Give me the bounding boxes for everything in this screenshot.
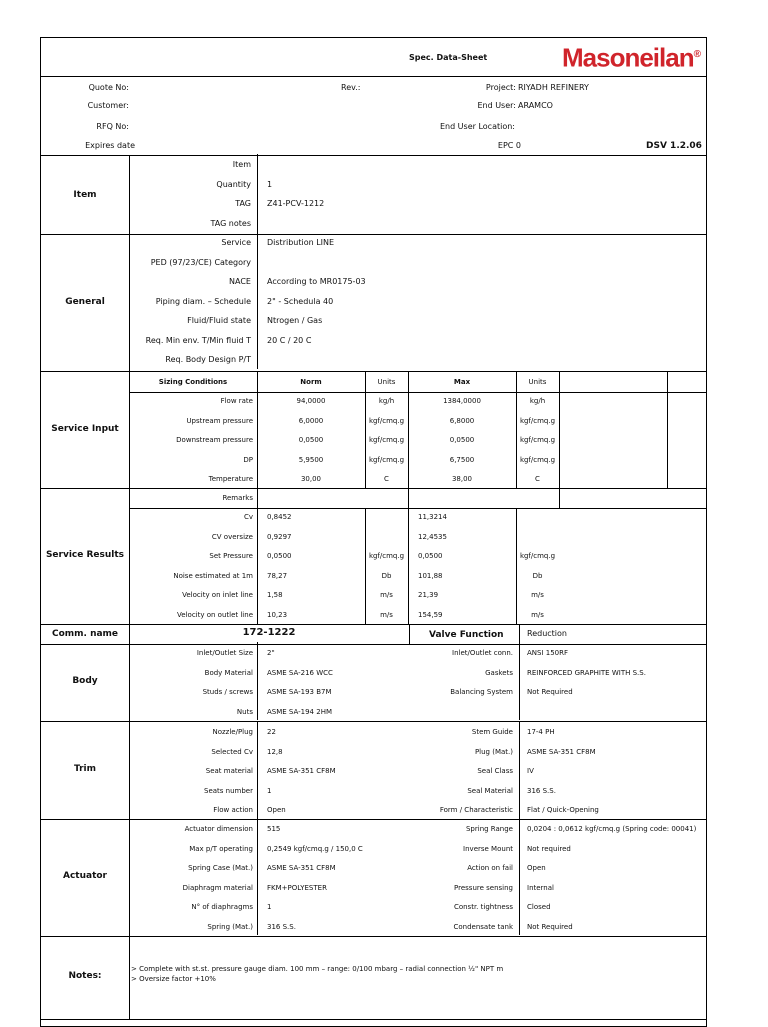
section-body: Body [72,676,98,686]
general-value: Ntrogen / Gas [267,316,323,325]
result-row-label: Cv [243,513,253,521]
sizing-row-label: Downstream pressure [176,436,253,444]
column-divider [365,508,366,624]
body-left-label: Studs / screws [202,688,253,696]
trim-right-label: Form / Characteristic [439,806,513,814]
body-left-value: ASME SA-194 2HM [267,707,332,716]
actuator-left-label: Diaphragm material [182,883,253,892]
sizing-row-unit: kgf/cmq.g [519,455,556,464]
project-value: RIYADH REFINERY [518,83,589,92]
column-divider [516,508,517,624]
expires-label: Expires date [85,141,135,150]
result-row-unit: Db [381,571,392,580]
actuator-right-label: Spring Range [465,825,513,833]
result-row-max: 11,3214 [418,513,447,521]
sizing-row-norm: 30,00 [300,475,322,483]
actuator-left-label: Spring (Mat.) [207,922,253,931]
comm-name-value: 172-1222 [242,627,296,638]
epc-label: EPC 0 [497,141,521,150]
valve-function-value: Reduction [527,629,567,638]
general-label: Service [221,238,251,247]
units-header: Units [377,378,396,386]
sizing-row-max: 6,8000 [449,416,475,425]
sizing-row-norm: 5,9500 [298,455,324,464]
actuator-right-label: Pressure sensing [454,883,513,892]
trim-left-label: Selected Cv [211,747,253,756]
actuator-right-value: Open [527,864,546,872]
actuator-right-label: Condensate tank [453,922,513,931]
sizing-row-unit: kgf/cmq.g [519,436,556,444]
dsv-code: DSV 1.2.06 [646,141,702,151]
result-row-max: 154,59 [418,610,443,619]
result-row-norm: 0,8452 [267,513,292,521]
section-general: General [65,297,105,307]
result-row-unit: m/s [380,610,393,619]
general-label: Req. Body Design P/T [165,355,251,364]
sizing-row-unit: kgf/cmq.g [368,416,405,425]
trim-divider [519,721,520,819]
result-row-unit: Db [532,571,543,580]
general-value: Distribution LINE [267,238,335,247]
body-right-label: Balancing System [450,688,513,696]
body-left-value: ASME SA-193 B7M [267,688,332,696]
sizing-row-norm: 6,0000 [298,416,324,425]
section-trim: Trim [73,764,97,774]
column-divider [257,371,258,488]
sizing-row-unit: kgf/cmq.g [368,436,405,444]
sizing-row-unit: C [535,475,540,483]
trim-right-value: IV [527,767,534,775]
trim-left-label: Nozzle/Plug [212,728,253,736]
remarks-label: Remarks [222,494,253,502]
sizing-row-norm: 0,0500 [298,436,324,444]
general-divider [257,232,258,369]
result-row-max: 12,4535 [418,532,447,541]
valve-function-label: Valve Function [429,630,504,640]
general-value: 20 C / 20 C [267,335,312,345]
section-actuator: Actuator [62,871,107,881]
trim-right-value: ASME SA-351 CF8M [527,747,596,756]
trim-left-value: Open [267,806,286,814]
actuator-left-value: ASME SA-351 CF8M [267,864,336,872]
result-row-label: Noise estimated at 1m [173,571,253,580]
item-value: Z41-PCV-1212 [267,199,325,208]
trim-right-label: Stem Guide [471,728,513,736]
body-right-value: ANSI 150RF [527,649,569,657]
item-label: TAG [235,199,251,208]
result-row-norm: 0,9297 [267,532,292,541]
actuator-left-value: 0,2549 kgf/cmq.g / 150,0 C [267,844,363,853]
trim-right-value: 17-4 PH [527,728,555,736]
trim-left-value: 22 [267,728,276,736]
remarks-rule [129,508,706,509]
column-divider [408,371,409,488]
sizing-row-label: DP [243,455,253,464]
result-row-max: 21,39 [418,591,439,599]
general-value: 2" - Schedula 40 [267,296,334,306]
sizing-row-max: 6,7500 [449,455,475,464]
column-divider [365,371,366,488]
result-row-label: CV oversize [211,532,253,541]
trim-left-value: ASME SA-351 CF8M [267,767,336,775]
trim-left-label: Seat material [205,767,253,775]
item-value: 1 [267,179,273,189]
notes-line-2: > Oversize factor +10% [131,975,216,983]
body-left-value: 2" [267,649,275,657]
general-label: Req. Min env. T/Min fluid T [145,335,251,345]
result-row-norm: 10,23 [267,610,288,619]
sizing-row-unit: kgf/cmq.g [368,455,405,464]
body-right-value: Not Required [527,688,573,696]
actuator-left-value: 316 S.S. [267,922,296,931]
sizing-row-max: 1384,0000 [443,397,481,405]
actuator-right-value: Internal [527,883,554,892]
trim-divider [257,721,258,819]
item-divider [257,154,258,232]
sizing-row-label: Flow rate [220,397,253,405]
trim-right-label: Seal Material [467,786,513,795]
sizing-row-max: 0,0500 [449,436,475,444]
section-service-results: Service Results [45,550,125,560]
sizing-row-unit: kg/h [529,397,546,405]
trim-left-label: Flow action [213,806,253,814]
sizing-row-norm: 94,0000 [296,397,326,405]
header-rule [129,392,706,393]
masoneilan-logo: Masoneilan® [562,42,701,73]
result-row-max: 101,88 [418,571,443,580]
actuator-left-value: FKM+POLYESTER [267,883,327,892]
norm-header: Norm [300,378,322,386]
body-divider [257,642,258,720]
result-row-label: Set Pressure [209,552,253,560]
result-row-unit: kgf/cmq.g [519,552,556,560]
quote-label: Quote No: [88,83,129,92]
column-divider [559,488,560,508]
item-label: Quantity [216,179,251,189]
actuator-left-value: 515 [267,825,281,833]
actuator-right-label: Inverse Mount [463,844,513,853]
sheet-title: Spec. Data-Sheet [409,53,488,62]
body-left-label: Inlet/Outlet Size [196,649,253,657]
notes-line-1: > Complete with st.st. pressure gauge diam. 100 mm – range: 0/100 mbarg – radial connection ½" NPT m [131,965,504,973]
sizing-conditions-header: Sizing Conditions [158,378,228,386]
actuator-left-value: 1 [267,903,272,911]
max-header: Max [453,378,471,386]
body-left-label: Nuts [236,707,253,716]
body-left-label: Body Material [204,668,253,677]
sizing-row-unit: kg/h [378,397,395,405]
sizing-row-label: Temperature [208,475,253,483]
section-notes: Notes: [68,971,102,981]
general-label: NACE [229,277,251,286]
actuator-left-label: Max p/T operating [189,844,253,853]
actuator-left-label: Spring Case (Mat.) [188,864,253,872]
general-label: PED (97/23/CE) Category [150,257,251,267]
body-left-value: ASME SA-216 WCC [267,668,333,677]
trim-right-label: Plug (Mat.) [474,747,513,756]
actuator-left-label: N° of diaphragms [191,903,253,911]
sizing-row-unit: C [384,475,389,483]
trim-left-value: 12,8 [267,747,283,756]
trim-right-value: 316 S.S. [527,786,556,795]
section-service-input: Service Input [51,424,119,434]
result-row-norm: 0,0500 [267,552,292,560]
general-value: According to MR0175-03 [267,277,366,286]
sizing-row-unit: kgf/cmq.g [519,416,556,425]
sizing-row-max: 38,00 [451,475,473,483]
result-row-unit: m/s [531,591,544,599]
actuator-left-label: Actuator dimension [184,825,253,833]
actuator-right-label: Constr. tightness [453,903,513,911]
trim-left-value: 1 [267,786,272,795]
column-divider [408,488,409,624]
actuator-right-value: Closed [527,903,551,911]
data-sheet [40,37,707,1027]
result-row-unit: m/s [380,591,393,599]
result-row-norm: 78,27 [267,571,288,580]
result-row-unit: m/s [531,610,544,619]
sizing-row-label: Upstream pressure [186,416,253,425]
actuator-right-value: Not Required [527,922,573,931]
rev-label: Rev.: [341,83,361,92]
body-right-value: REINFORCED GRAPHITE WITH S.S. [527,668,646,677]
end-user-label: End User: [477,101,516,110]
item-label: Item [232,160,251,169]
body-right-label: Gaskets [485,668,513,677]
result-row-label: Velocity on inlet line [182,591,253,599]
units-header: Units [528,378,547,386]
column-divider [559,371,560,488]
actuator-divider [257,818,258,935]
actuator-right-value: Not required [527,844,571,853]
column-divider [667,371,668,488]
general-label: Fluid/Fluid state [187,316,251,325]
result-row-label: Velocity on outlet line [177,610,253,619]
actuator-right-value: 0,0204 : 0,0612 kgf/cmq.g (Spring code: 00041) [527,825,697,833]
actuator-right-label: Action on fail [467,864,513,872]
body-right-label: Inlet/Outlet conn. [452,649,513,657]
column-divider [257,488,258,624]
result-row-norm: 1,58 [267,591,283,599]
general-label: Piping diam. – Schedule [155,296,251,306]
trim-left-label: Seats number [204,786,253,795]
rfq-label: RFQ No: [96,122,129,131]
actuator-divider [519,818,520,935]
column-divider [516,371,517,488]
comm-name-label: Comm. name [51,629,119,639]
section-item: Item [73,190,97,200]
end-user-value: ARAMCO [518,101,553,110]
result-row-unit: kgf/cmq.g [368,552,405,560]
customer-label: Customer: [87,101,129,110]
project-label: Project: [485,83,516,92]
item-label: TAG notes [210,218,251,228]
trim-right-value: Flat / Quick-Opening [527,806,599,814]
trim-right-label: Seal Class [477,767,513,775]
end-user-location-label: End User Location: [439,122,515,131]
result-row-max: 0,0500 [418,552,443,560]
body-divider [519,642,520,720]
